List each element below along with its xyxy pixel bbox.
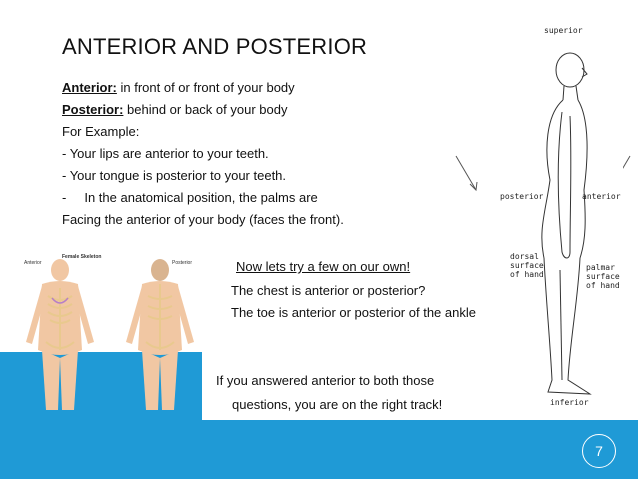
skeleton-label-posterior: Posterior [172, 260, 193, 266]
anterior-def: in front of or front of your body [116, 80, 295, 95]
skeleton-illustration [12, 250, 200, 410]
posterior-def: behind or back of your body [123, 102, 288, 117]
label-anterior: anterior [582, 192, 621, 201]
slide-title: ANTERIOR AND POSTERIOR [62, 34, 368, 59]
side-view-figure [498, 20, 623, 412]
example-3-text: In the anatomical position, the palms are [84, 190, 318, 205]
posterior-term: Posterior: [62, 102, 124, 117]
anterior-term: Anterior: [62, 80, 117, 95]
for-example: For Example: [62, 124, 140, 139]
skeleton-caption: Female Skeleton [62, 254, 102, 260]
label-palmar-1: palmar [586, 263, 615, 272]
posterior-definition [62, 102, 287, 117]
question-1: The chest is anterior or posterior? [231, 283, 426, 298]
slide-number: 7 [582, 434, 616, 468]
question-2: The toe is anterior or posterior of the ankle [231, 305, 476, 320]
label-dorsal-3: of hand [510, 270, 544, 279]
label-palmar-3: of hand [586, 281, 620, 290]
label-superior: superior [544, 26, 583, 35]
label-inferior: inferior [550, 398, 589, 407]
anterior-definition [62, 80, 295, 95]
example-2: - Your tongue is posterior to your teeth. [62, 168, 287, 183]
skeleton-figures-icon [12, 250, 200, 410]
try-line: Now lets try a few on our own! [236, 259, 411, 274]
arrows [452, 150, 500, 210]
example-3 [62, 190, 318, 205]
label-palmar-2: surface [586, 272, 620, 281]
label-dorsal-1: dorsal [510, 252, 539, 261]
answer-line-1: If you answered anterior to both those [216, 373, 435, 388]
body-outline-icon [498, 20, 623, 412]
example-3-dash: - [62, 190, 67, 205]
answer-line-2: questions, you are on the right track! [232, 397, 443, 412]
example-1: - Your lips are anterior to your teeth. [62, 146, 269, 161]
example-3-cont: Facing the anterior of your body (faces the front). [62, 212, 344, 227]
label-dorsal-2: surface [510, 261, 544, 270]
skeleton-label-anterior: Anterior [24, 260, 42, 266]
label-posterior: posterior [500, 192, 544, 201]
